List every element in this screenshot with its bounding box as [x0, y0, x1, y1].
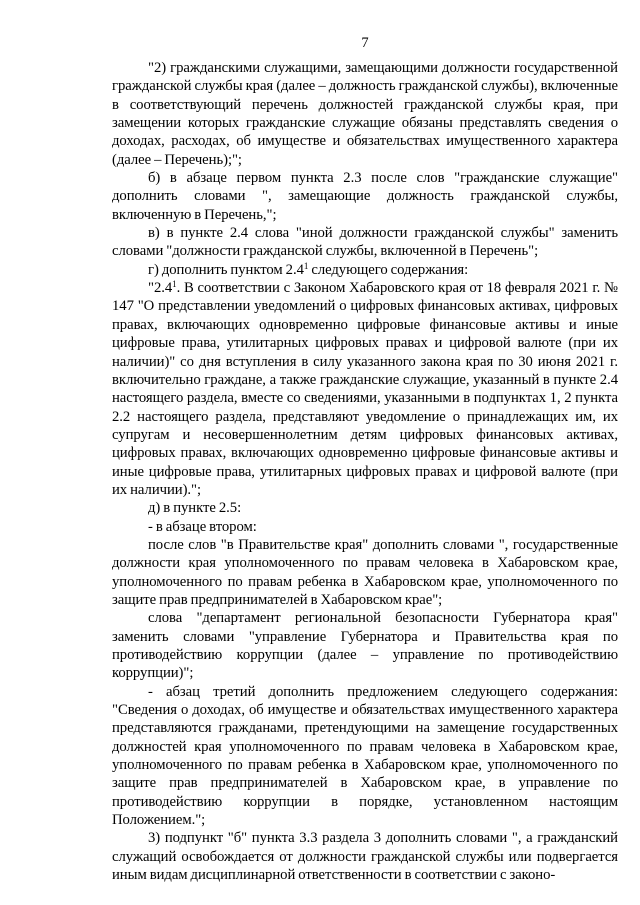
paragraph-item-3: 3) подпункт "б" пункта 3.3 раздела 3 дополнить словами ", а гражданский служащий освобождается от должности гражданской службы или подвергается иным видам дисциплинарной ответственности в соответствии с законо-	[112, 830, 618, 884]
paragraph-second-indent: - в абзаце втором:	[148, 518, 257, 535]
paragraph-third-indent: - абзац третий дополнить предложением следующего содержания: "Сведения о доходах, об имуществе и обязательствах имущественного характера представляются гражданами, претендующими на замещение государственных должностей края уполномоченного по правам человека в Хабаровском крае, уполномоченного по правам ребенка в Хабаровском крае, уполномоченного по защите прав предпринимателей в Хабаровском крае, в управление по противодействию коррупции в порядке, установленном настоящим Положением.";	[112, 683, 618, 829]
paragraph-replace-words: слова "департамент региональной безопасности Губернатора края" заменить словами "управление Губернатора и Правительства края по противодействию коррупции (далее – управление по противодействию коррупции)";	[112, 610, 618, 682]
paragraph-amendment-b: б) в абзаце первом пункта 2.3 после слов "гражданские служащие" дополнить словами ", замещающие должность гражданской службы, включенную в Перечень,";	[112, 170, 618, 223]
paragraph-amendment-g: г) дополнить пунктом $2.4^1$ следующего содержания:	[148, 260, 469, 278]
page-number: 7	[361, 35, 369, 51]
paragraph-clause-2-4-1: "$2.4^1$. В соответствии с Законом Хабаровского края от 18 февраля 2021 г. № 147 "О представлении уведомлений о цифровых финансовых активах, цифровых правах, включающих одновременно цифровые финансовые активы и иные цифровые права, утилитарных цифровых правах и цифровой валюте (при их наличии)" со дня вступления в силу указанного закона края по 30 июня 2021 г. включительно граждане, а также гражданские служащие, указанный в пункте 2.4 настоящего раздела, вместе со сведениями, указанными в подпунктах 1, 2 пункта 2.2 настоящего раздела, представляют уведомление о принадлежащих им, их супругам и несовершеннолетним детям цифровых финансовых активах, цифровых правах, включающих одновременно цифровые финансовые активы и иные цифровые права, утилитарных цифровых правах и цифровой валюте (при их наличии).";	[112, 279, 618, 498]
paragraph-after-words: после слов "в Правительстве края" дополнить словами ", государственные должности края уполномоченного по правам человека в Хабаровском крае, уполномоченного по правам ребенка в Хабаровском крае, уполномоченного по защите прав предпринимателей в Хабаровском крае";	[112, 536, 618, 608]
paragraph-amendment-d: д) в пункте 2.5:	[148, 500, 242, 517]
paragraph-amendment-v: в) в пункте 2.4 слова "иной должности гражданской службы" заменить словами "должности гражданской службы, включенной в Перечень";	[112, 225, 618, 260]
paragraph-definition-item-2: "2) гражданскими служащими, замещающими должности государственной гражданской службы края (далее – должность гражданской службы), включенные в соответствующий перечень должностей гражданской службы края, при замещении которых гражданские служащие обязаны представлять сведения о доходах, расходах, об имуществе и обязательствах имущественного характера (далее – Перечень);";	[112, 60, 618, 168]
